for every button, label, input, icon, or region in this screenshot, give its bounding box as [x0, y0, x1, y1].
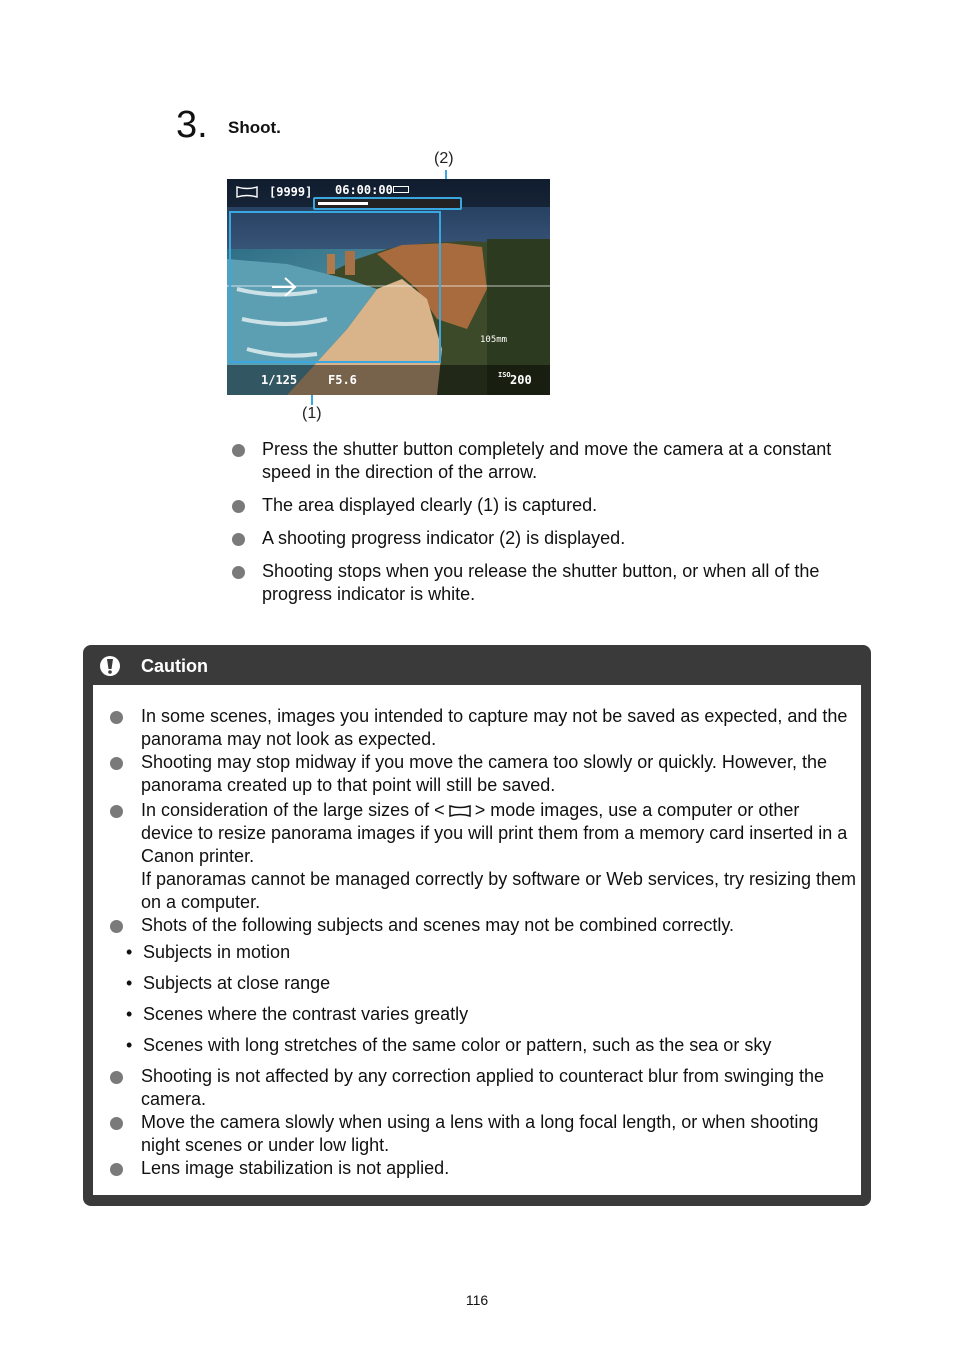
callout-progress-label: (2)	[434, 150, 454, 167]
caution-item-text: > mode images, use a computer or other device to resize panorama images if you will print them from a memory card inserted in a Canon printer.	[141, 800, 848, 866]
panorama-mode-icon	[448, 804, 472, 818]
list-item: Move the camera slowly when using a lens with a long focal length, or when shooting night scenes or under low light.	[108, 1111, 856, 1157]
battery-icon	[393, 186, 409, 193]
list-item: Shooting stops when you release the shutter button, or when all of the progress indicator is white.	[230, 560, 880, 606]
shutter-speed: 1/125	[261, 373, 298, 387]
sub-list-item: • Scenes with long stretches of the same color or pattern, such as the sea or sky	[108, 1034, 856, 1057]
capture-area-frame	[229, 211, 441, 363]
list-item: Shooting is not affected by any correction applied to counteract blur from swinging the camera.	[108, 1065, 856, 1111]
list-item: Shooting may stop midway if you move the camera too slowly or quickly. However, the panorama created up to that point will still be saved.	[108, 751, 856, 797]
sub-list-container	[108, 941, 856, 1057]
list-item: A shooting progress indicator (2) is displayed.	[230, 527, 880, 550]
aperture-value: F5.6	[328, 373, 357, 387]
sub-list-item: • Subjects in motion	[108, 941, 856, 964]
list-item: Press the shutter button completely and move the camera at a constant speed in the direction of the arrow.	[230, 438, 880, 484]
iso-value: 200	[510, 373, 532, 387]
caution-box	[83, 645, 871, 1206]
shots-remaining: [9999]	[269, 185, 313, 199]
caution-body	[93, 685, 861, 1195]
list-item: In some scenes, images you intended to capture may not be saved as expected, and the panorama may not look as expected.	[108, 705, 856, 751]
sub-list-item: • Scenes where the contrast varies greatly	[108, 1003, 856, 1026]
callout-capture-label: (1)	[302, 405, 322, 422]
caution-header	[83, 645, 871, 685]
list-item	[108, 799, 856, 914]
caution-icon	[99, 655, 121, 677]
sub-list-item: • Subjects at close range	[108, 972, 856, 995]
caution-item-text: In consideration of the large sizes of <	[141, 800, 445, 820]
list-item: Shots of the following subjects and scenes may not be combined correctly.	[108, 914, 856, 937]
recording-time: 06:00:00	[335, 183, 393, 197]
iso-label: ISO	[498, 371, 511, 379]
progress-fill	[318, 202, 368, 205]
caution-title: Caution	[141, 656, 208, 676]
list-item: Lens image stabilization is not applied.	[108, 1157, 856, 1180]
step-number: 3.	[176, 104, 208, 146]
caution-item-text: If panoramas cannot be managed correctly by software or Web services, try resizing them on a computer.	[141, 869, 856, 912]
page-number: 116	[465, 1292, 489, 1308]
list-item: The area displayed clearly (1) is captured.	[230, 494, 880, 517]
step-title: Shoot.	[228, 118, 281, 137]
shooting-progress-indicator	[313, 197, 462, 210]
focal-length: 105mm	[480, 335, 508, 345]
step-bullet-list	[230, 438, 880, 616]
sub-list	[108, 941, 856, 1057]
